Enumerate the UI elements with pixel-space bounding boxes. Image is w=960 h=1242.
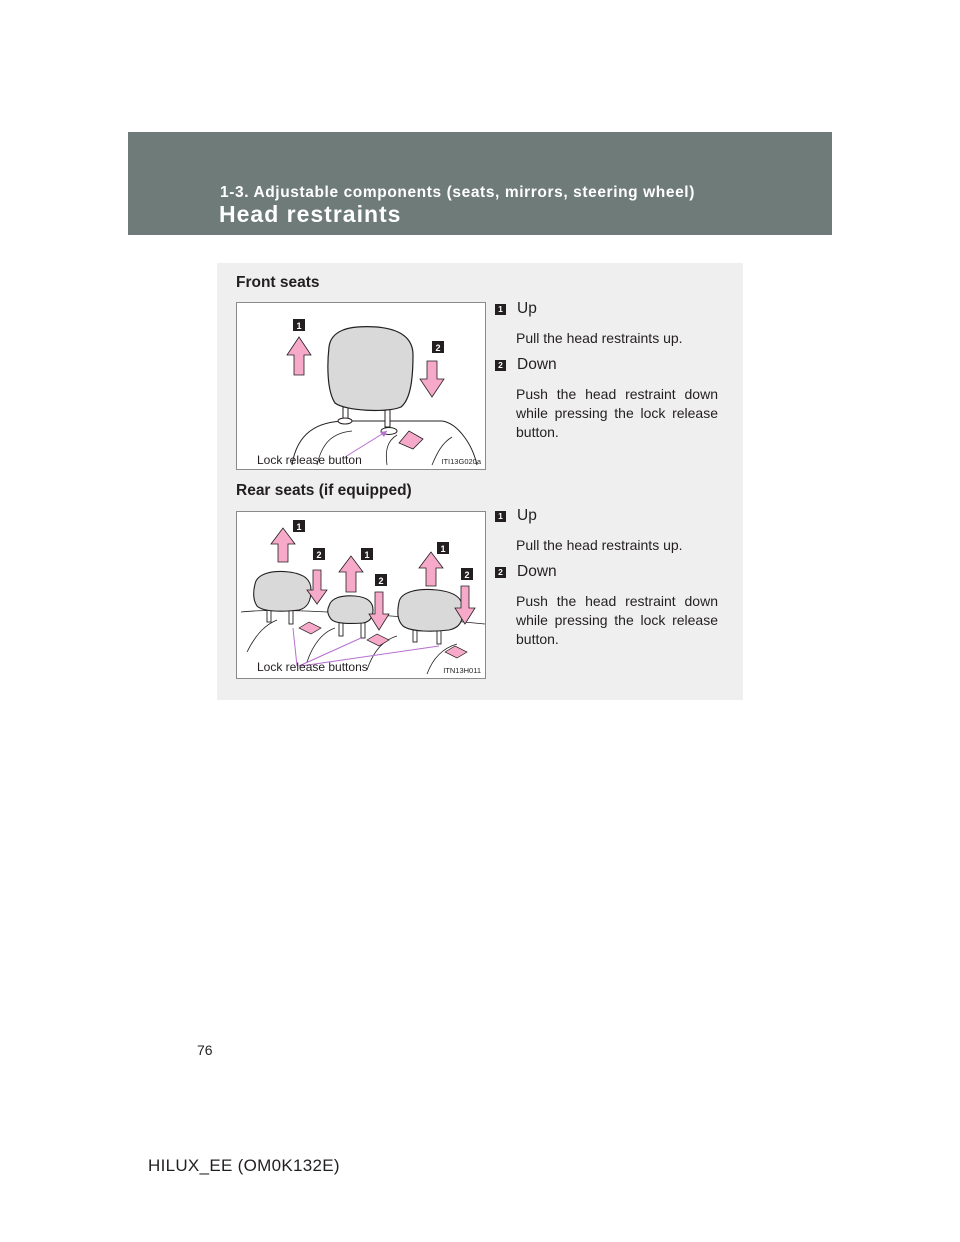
page-header bbox=[128, 132, 832, 235]
section-title: 1-3. Adjustable components (seats, mirrors, steering wheel) bbox=[220, 184, 695, 201]
rear-seats-figure bbox=[236, 511, 486, 679]
front-seats-figure bbox=[236, 302, 486, 470]
page-title: Head restraints bbox=[219, 201, 402, 227]
step-number-badge: 1 bbox=[495, 304, 506, 315]
front-headrest-illustration bbox=[237, 303, 485, 469]
step-number-badge: 1 bbox=[495, 511, 506, 522]
svg-text:1: 1 bbox=[296, 321, 302, 331]
front-figure-code: ITI13G020a bbox=[441, 457, 481, 466]
rear-seats-heading: Rear seats (if equipped) bbox=[236, 482, 412, 499]
front-step-up-desc: Pull the head restraints up. bbox=[516, 330, 683, 346]
front-step-down-desc: Push the head restraint down while pressing the lock release button. bbox=[516, 386, 718, 440]
svg-text:2: 2 bbox=[435, 343, 441, 353]
svg-text:2: 2 bbox=[316, 550, 322, 560]
step-label: Up bbox=[517, 507, 537, 524]
step-number-badge: 2 bbox=[495, 360, 506, 371]
svg-text:2: 2 bbox=[464, 570, 470, 580]
rear-step-down-desc: Push the head restraint down while pressing the lock release button. bbox=[516, 593, 718, 647]
rear-headrest-illustration bbox=[237, 512, 485, 678]
page-number: 76 bbox=[197, 1042, 213, 1058]
svg-text:1: 1 bbox=[440, 544, 446, 554]
svg-text:2: 2 bbox=[378, 576, 384, 586]
content-panel bbox=[217, 263, 743, 700]
front-figure-caption: Lock release button bbox=[257, 453, 362, 467]
footer-manual-id: HILUX_EE (OM0K132E) bbox=[148, 1156, 340, 1175]
svg-text:1: 1 bbox=[364, 550, 370, 560]
rear-step-up-desc: Pull the head restraints up. bbox=[516, 537, 683, 553]
step-number-badge: 2 bbox=[495, 567, 506, 578]
step-label: Up bbox=[517, 300, 537, 317]
rear-figure-code: ITN13H011 bbox=[443, 666, 481, 675]
step-label: Down bbox=[517, 356, 557, 373]
svg-text:1: 1 bbox=[296, 522, 302, 532]
step-label: Down bbox=[517, 563, 557, 580]
front-seats-heading: Front seats bbox=[236, 274, 320, 291]
rear-figure-caption: Lock release buttons bbox=[257, 660, 368, 674]
